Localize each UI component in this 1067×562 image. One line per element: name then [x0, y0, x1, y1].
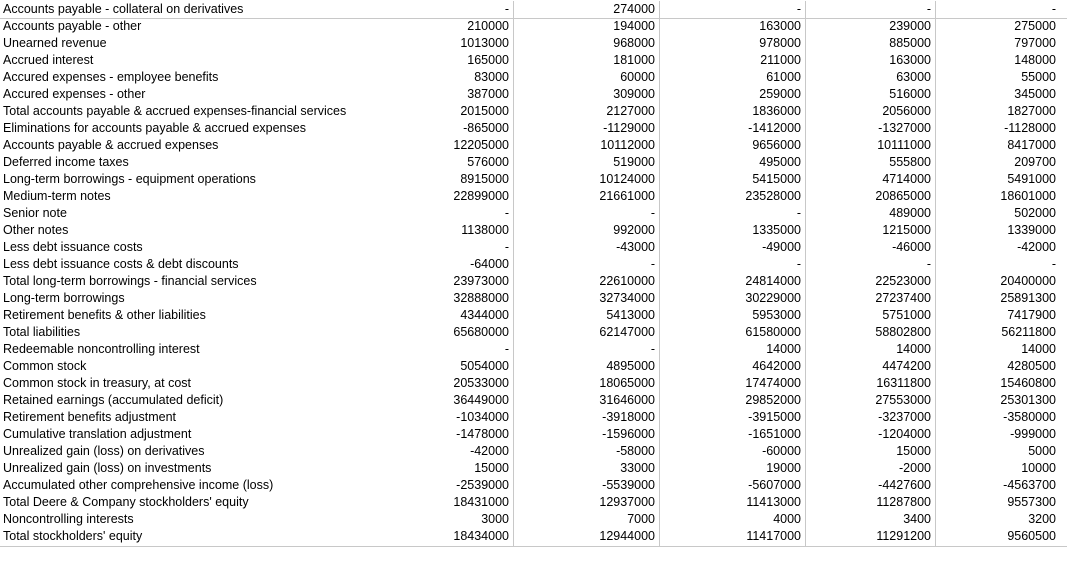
value-cell[interactable]: 11287800 [876, 495, 931, 509]
value-cell[interactable]: -999000 [1010, 427, 1056, 441]
value-cell[interactable]: 21661000 [599, 189, 655, 203]
spreadsheet-grid [0, 1, 1067, 562]
value-cell[interactable]: 1335000 [752, 223, 801, 237]
row-label-cell[interactable]: Unrealized gain (loss) on investments [3, 461, 212, 475]
row-label-cell[interactable]: Unrealized gain (loss) on derivatives [3, 444, 205, 458]
value-cell[interactable]: 502000 [1014, 206, 1056, 220]
value-cell[interactable]: 20400000 [1000, 274, 1056, 288]
value-cell[interactable]: 18065000 [599, 376, 655, 390]
table-row [0, 477, 1067, 494]
value-cell[interactable]: -865000 [463, 121, 509, 135]
value-cell[interactable]: 210000 [467, 19, 509, 33]
value-cell[interactable]: 2127000 [606, 104, 655, 118]
row-label-cell[interactable]: Redeemable noncontrolling interest [3, 342, 200, 356]
value-cell[interactable]: 20865000 [875, 189, 931, 203]
value-cell[interactable]: -1596000 [602, 427, 655, 441]
value-cell[interactable]: - [926, 257, 931, 271]
row-label-cell[interactable]: Accounts payable & accrued expenses [3, 138, 219, 152]
value-cell[interactable]: 4642000 [752, 359, 801, 373]
table-row [0, 443, 1067, 460]
value-cell[interactable]: 9557300 [1007, 495, 1056, 509]
value-cell[interactable]: -2000 [899, 461, 931, 475]
value-cell[interactable]: 10112000 [600, 138, 655, 152]
value-cell[interactable]: 61000 [766, 70, 801, 84]
table-row [0, 460, 1067, 477]
value-cell[interactable]: 2056000 [882, 104, 931, 118]
table-row [0, 256, 1067, 273]
row-label-cell[interactable]: Common stock [3, 359, 87, 373]
table-row [0, 409, 1067, 426]
value-cell[interactable]: 495000 [759, 155, 801, 169]
value-cell[interactable]: 163000 [759, 19, 801, 33]
value-cell[interactable]: 65680000 [453, 325, 509, 339]
value-cell[interactable]: -60000 [762, 444, 801, 458]
value-cell[interactable]: 489000 [889, 206, 931, 220]
row-label-cell[interactable]: Retirement benefits & other liabilities [3, 308, 206, 322]
value-cell[interactable]: 20533000 [453, 376, 509, 390]
value-cell[interactable]: 259000 [759, 87, 801, 101]
value-cell[interactable]: 14000 [1021, 342, 1056, 356]
value-cell[interactable]: 885000 [889, 36, 931, 50]
value-cell[interactable]: 1138000 [461, 223, 509, 237]
value-cell[interactable]: 968000 [613, 36, 655, 50]
value-cell[interactable]: 9560500 [1007, 529, 1056, 543]
value-cell[interactable]: 516000 [889, 87, 931, 101]
value-cell[interactable]: 60000 [620, 70, 655, 84]
value-cell[interactable]: 23973000 [453, 274, 509, 288]
value-cell[interactable]: 56211800 [1001, 325, 1056, 339]
value-cell[interactable]: 32888000 [453, 291, 509, 305]
table-row [0, 35, 1067, 52]
value-cell[interactable]: 14000 [766, 342, 801, 356]
value-cell[interactable]: 27237400 [875, 291, 931, 305]
value-cell[interactable]: 309000 [613, 87, 655, 101]
value-cell[interactable]: 55000 [1021, 70, 1056, 84]
value-cell[interactable]: 15000 [896, 444, 931, 458]
value-cell[interactable]: 7417900 [1007, 308, 1056, 322]
value-cell[interactable]: 992000 [613, 223, 655, 237]
value-cell[interactable]: -58000 [616, 444, 655, 458]
value-cell[interactable]: 15000 [474, 461, 509, 475]
row-label-cell[interactable]: Total Deere & Company stockholders' equity [3, 495, 249, 509]
table-row [0, 222, 1067, 239]
value-cell[interactable]: - [796, 206, 801, 220]
value-cell[interactable]: 5953000 [752, 308, 801, 322]
value-cell[interactable]: 163000 [889, 53, 931, 67]
value-cell[interactable]: 181000 [613, 53, 655, 67]
row-label-cell[interactable]: Medium-term notes [3, 189, 111, 203]
value-cell[interactable]: -3918000 [602, 410, 655, 424]
value-cell[interactable]: 36449000 [453, 393, 509, 407]
table-row [0, 154, 1067, 171]
value-cell[interactable]: 16311800 [876, 376, 931, 390]
value-cell[interactable]: 30229000 [745, 291, 801, 305]
value-cell[interactable]: 14000 [896, 342, 931, 356]
row-label-cell[interactable]: Accured expenses - other [3, 87, 146, 101]
row-label-cell[interactable]: Accounts payable - collateral on derivatives [3, 2, 244, 16]
value-cell[interactable]: 17474000 [745, 376, 801, 390]
table-row [0, 273, 1067, 290]
value-cell[interactable]: -4427600 [878, 478, 931, 492]
value-cell[interactable]: 29852000 [745, 393, 801, 407]
row-label-cell[interactable]: Noncontrolling interests [3, 512, 134, 526]
value-cell[interactable]: -1129000 [603, 121, 655, 135]
value-cell[interactable]: 12944000 [599, 529, 655, 543]
value-cell[interactable]: 148000 [1014, 53, 1056, 67]
value-cell[interactable]: 8417000 [1007, 138, 1056, 152]
value-cell[interactable]: 11413000 [746, 495, 801, 509]
value-cell[interactable]: 209700 [1014, 155, 1056, 169]
table-row [0, 86, 1067, 103]
value-cell[interactable]: 5413000 [606, 308, 655, 322]
value-cell[interactable]: 165000 [467, 53, 509, 67]
value-cell[interactable]: - [504, 342, 509, 356]
value-cell[interactable]: 3400 [903, 512, 931, 526]
value-cell[interactable]: - [650, 342, 655, 356]
value-cell[interactable]: 58802800 [875, 325, 931, 339]
table-row [0, 528, 1067, 545]
row-label-cell[interactable]: Retirement benefits adjustment [3, 410, 177, 424]
value-cell[interactable]: 555800 [889, 155, 931, 169]
value-cell[interactable]: 5751000 [882, 308, 931, 322]
row-label-cell[interactable]: Less debt issuance costs & debt discounts [3, 257, 239, 271]
value-cell[interactable]: 23528000 [745, 189, 801, 203]
value-cell[interactable]: - [504, 2, 509, 16]
value-cell[interactable]: 10000 [1021, 461, 1056, 475]
row-label-cell[interactable]: Total stockholders' equity [3, 529, 143, 543]
value-cell[interactable]: 33000 [620, 461, 655, 475]
value-cell[interactable]: 31646000 [599, 393, 655, 407]
value-cell[interactable]: 32734000 [599, 291, 655, 305]
value-cell[interactable]: -3915000 [748, 410, 801, 424]
value-cell[interactable]: 10124000 [599, 172, 655, 186]
row-divider [0, 546, 1067, 547]
table-row [0, 511, 1067, 528]
table-row [0, 494, 1067, 511]
value-cell[interactable]: -2539000 [456, 478, 509, 492]
value-cell[interactable]: - [1051, 2, 1056, 16]
value-cell[interactable]: 5000 [1028, 444, 1056, 458]
value-cell[interactable]: 12937000 [599, 495, 655, 509]
table-row [0, 120, 1067, 137]
table-row [0, 392, 1067, 409]
value-cell[interactable]: 211000 [760, 53, 801, 67]
row-label-cell[interactable]: Total accounts payable & accrued expenses-financial services [3, 104, 347, 118]
value-cell[interactable]: 4895000 [606, 359, 655, 373]
value-cell[interactable]: 4280500 [1007, 359, 1056, 373]
row-label-cell[interactable]: Accrued interest [3, 53, 94, 67]
row-label-cell[interactable]: Deferred income taxes [3, 155, 129, 169]
value-cell[interactable]: 194000 [613, 19, 655, 33]
value-cell[interactable]: -42000 [470, 444, 509, 458]
value-cell[interactable]: 9656000 [752, 138, 801, 152]
value-cell[interactable]: - [650, 206, 655, 220]
row-label-cell[interactable]: Common stock in treasury, at cost [3, 376, 192, 390]
value-cell[interactable]: 12205000 [453, 138, 509, 152]
value-cell[interactable]: - [796, 257, 801, 271]
value-cell[interactable]: 15460800 [1000, 376, 1056, 390]
table-row [0, 137, 1067, 154]
value-cell[interactable]: -1034000 [456, 410, 509, 424]
value-cell[interactable]: 63000 [896, 70, 931, 84]
value-cell[interactable]: -1128000 [1004, 121, 1056, 135]
table-row [0, 307, 1067, 324]
table-row [0, 103, 1067, 120]
value-cell[interactable]: 275000 [1014, 19, 1056, 33]
value-cell[interactable]: 22899000 [453, 189, 509, 203]
row-label-cell[interactable]: Total liabilities [3, 325, 81, 339]
row-label-cell[interactable]: Accumulated other comprehensive income (loss) [3, 478, 274, 492]
value-cell[interactable]: - [796, 2, 801, 16]
value-cell[interactable]: 576000 [467, 155, 509, 169]
value-cell[interactable]: 519000 [613, 155, 655, 169]
table-row [0, 426, 1067, 443]
value-cell[interactable]: 1215000 [882, 223, 931, 237]
value-cell[interactable]: 3200 [1028, 512, 1056, 526]
value-cell[interactable]: 4000 [773, 512, 801, 526]
table-row [0, 341, 1067, 358]
value-cell[interactable]: -5539000 [602, 478, 655, 492]
value-cell[interactable]: 1339000 [1007, 223, 1056, 237]
row-label-cell[interactable]: Unearned revenue [3, 36, 107, 50]
row-label-cell[interactable]: Senior note [3, 206, 67, 220]
value-cell[interactable]: 19000 [766, 461, 801, 475]
value-cell[interactable]: 22523000 [875, 274, 931, 288]
row-label-cell[interactable]: Long-term borrowings - equipment operations [3, 172, 256, 186]
row-label-cell[interactable]: Other notes [3, 223, 69, 237]
value-cell[interactable]: 4344000 [460, 308, 509, 322]
value-cell[interactable]: 797000 [1014, 36, 1056, 50]
value-cell[interactable]: 24814000 [745, 274, 801, 288]
value-cell[interactable]: 4474200 [882, 359, 931, 373]
value-cell[interactable]: 18431000 [453, 495, 509, 509]
table-row [0, 52, 1067, 69]
value-cell[interactable]: 11417000 [746, 529, 801, 543]
value-cell[interactable]: 1013000 [460, 36, 509, 50]
value-cell[interactable]: 387000 [467, 87, 509, 101]
table-row [0, 69, 1067, 86]
value-cell[interactable]: 2015000 [460, 104, 509, 118]
value-cell[interactable]: -1327000 [878, 121, 931, 135]
value-cell[interactable]: 345000 [1014, 87, 1056, 101]
row-label-cell[interactable]: Accured expenses - employee benefits [3, 70, 219, 84]
value-cell[interactable]: 18601000 [1000, 189, 1056, 203]
value-cell[interactable]: 274000 [613, 2, 655, 16]
value-cell[interactable]: 5491000 [1007, 172, 1056, 186]
value-cell[interactable]: -1204000 [878, 427, 931, 441]
row-label-cell[interactable]: Total long-term borrowings - financial services [3, 274, 257, 288]
value-cell[interactable]: - [1051, 257, 1056, 271]
value-cell[interactable]: - [650, 257, 655, 271]
row-label-cell[interactable]: Retained earnings (accumulated deficit) [3, 393, 224, 407]
table-row [0, 290, 1067, 307]
value-cell[interactable]: 1827000 [1007, 104, 1056, 118]
row-label-cell[interactable]: Eliminations for accounts payable & accrued expenses [3, 121, 306, 135]
value-cell[interactable]: - [504, 206, 509, 220]
value-cell[interactable]: 4714000 [882, 172, 931, 186]
value-cell[interactable]: 8915000 [460, 172, 509, 186]
table-row [0, 358, 1067, 375]
value-cell[interactable]: -3237000 [878, 410, 931, 424]
value-cell[interactable]: -46000 [892, 240, 931, 254]
value-cell[interactable]: 5054000 [460, 359, 509, 373]
value-cell[interactable]: -1412000 [748, 121, 801, 135]
table-row [0, 375, 1067, 392]
row-label-cell[interactable]: Accounts payable - other [3, 19, 142, 33]
value-cell[interactable]: 62147000 [599, 325, 655, 339]
value-cell[interactable]: - [504, 240, 509, 254]
table-row [0, 171, 1067, 188]
value-cell[interactable]: -64000 [470, 257, 509, 271]
value-cell[interactable]: -42000 [1017, 240, 1056, 254]
table-row [0, 205, 1067, 222]
value-cell[interactable]: 978000 [759, 36, 801, 50]
value-cell[interactable]: 11291200 [876, 529, 931, 543]
value-cell[interactable]: 18434000 [453, 529, 509, 543]
value-cell[interactable]: - [926, 2, 931, 16]
value-cell[interactable]: 83000 [474, 70, 509, 84]
value-cell[interactable]: -49000 [762, 240, 801, 254]
value-cell[interactable]: 27553000 [875, 393, 931, 407]
value-cell[interactable]: -1478000 [456, 427, 509, 441]
value-cell[interactable]: 22610000 [599, 274, 655, 288]
table-row [0, 18, 1067, 35]
value-cell[interactable]: -5607000 [748, 478, 801, 492]
table-row [0, 188, 1067, 205]
value-cell[interactable]: 3000 [481, 512, 509, 526]
value-cell[interactable]: 239000 [889, 19, 931, 33]
row-label-cell[interactable]: Less debt issuance costs [3, 240, 143, 254]
value-cell[interactable]: 7000 [627, 512, 655, 526]
value-cell[interactable]: 25301300 [1000, 393, 1056, 407]
value-cell[interactable]: -43000 [616, 240, 655, 254]
value-cell[interactable]: -4563700 [1003, 478, 1056, 492]
row-label-cell[interactable]: Cumulative translation adjustment [3, 427, 192, 441]
value-cell[interactable]: 61580000 [745, 325, 801, 339]
value-cell[interactable]: 5415000 [752, 172, 801, 186]
table-row [0, 1, 1067, 18]
value-cell[interactable]: 10111000 [877, 138, 931, 152]
value-cell[interactable]: -3580000 [1003, 410, 1056, 424]
value-cell[interactable]: 25891300 [1000, 291, 1056, 305]
value-cell[interactable]: -1651000 [748, 427, 801, 441]
value-cell[interactable]: 1836000 [752, 104, 801, 118]
table-row [0, 239, 1067, 256]
table-row [0, 324, 1067, 341]
row-label-cell[interactable]: Long-term borrowings [3, 291, 125, 305]
